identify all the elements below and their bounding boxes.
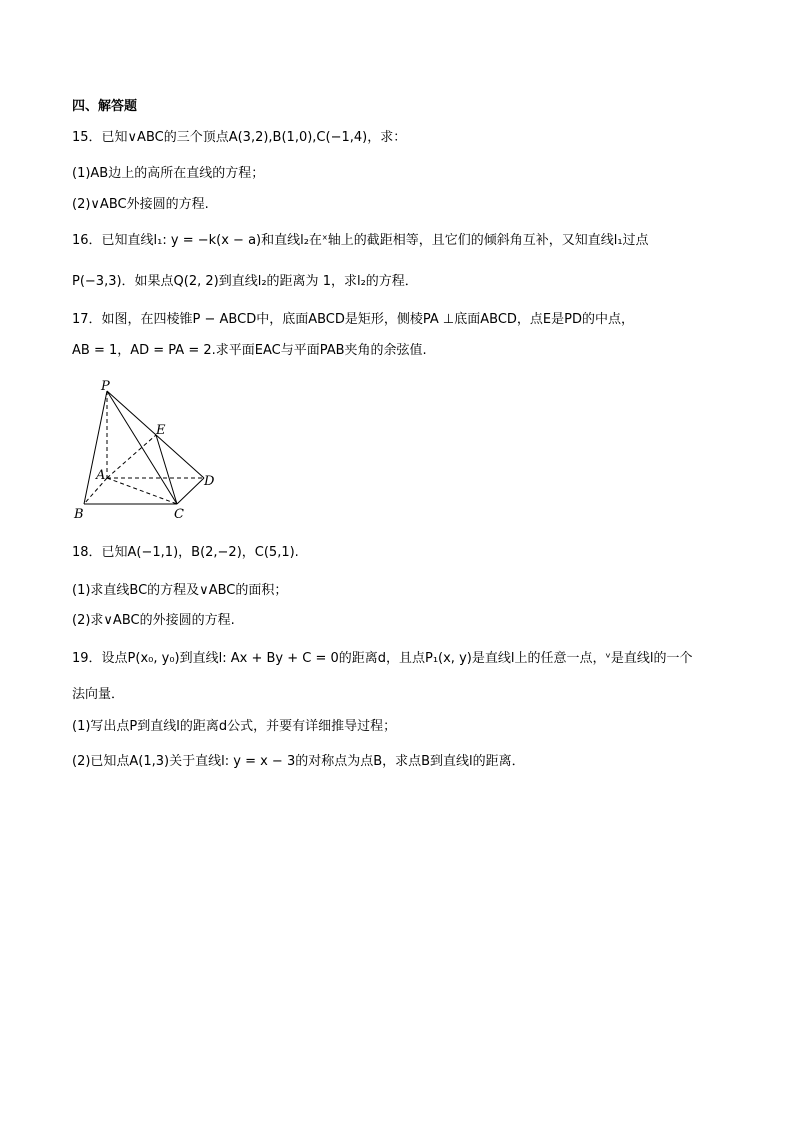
edge-PC bbox=[107, 391, 177, 504]
edge-AE bbox=[107, 435, 156, 478]
edge-PB bbox=[84, 391, 107, 504]
pyramid-figure bbox=[70, 378, 220, 523]
label-E: E bbox=[156, 423, 166, 438]
q18-stem: 18．已知A(−1,1)，B(2,−2)，C(5,1). bbox=[72, 545, 299, 560]
label-D: D bbox=[204, 474, 215, 489]
label-C: C bbox=[174, 507, 184, 522]
q15-part2: (2)∨ABC外接圆的方程. bbox=[72, 197, 209, 212]
edge-CD bbox=[177, 478, 204, 504]
q18-part1: (1)求直线BC的方程及∨ABC的面积； bbox=[72, 583, 288, 598]
q16-line2: P(−3,3)．如果点Q(2, 2)到直线l₂的距离为 1，求l₂的方程． bbox=[72, 274, 418, 289]
label-A: A bbox=[96, 468, 106, 483]
q17-line2: AB = 1，AD = PA = 2.求平面EAC与平面PAB夹角的余弦值. bbox=[72, 343, 427, 358]
label-B: B bbox=[74, 507, 84, 522]
q16-line1: 16．已知直线l₁: y = −k(x − a)和直线l₂在ˣ轴上的截距相等，且它们的倾斜角互补，又知直线l₁过点 bbox=[72, 233, 649, 248]
q15-part1: (1)AB边上的高所在直线的方程； bbox=[72, 166, 265, 181]
edge-AC bbox=[107, 478, 177, 504]
label-P: P bbox=[101, 379, 110, 394]
q19-line2: 法向量． bbox=[72, 687, 125, 702]
edge-EC bbox=[156, 435, 177, 504]
q19-part2: (2)已知点A(1,3)关于直线l: y = x − 3的对称点为点B，求点B到直线l的距离． bbox=[72, 754, 525, 769]
q17-line1: 17．如图，在四棱锥P − ABCD中，底面ABCD是矩形，侧棱PA ⊥底面ABCD，点E是PD的中点， bbox=[72, 312, 634, 327]
q18-part2: (2)求∨ABC的外接圆的方程. bbox=[72, 613, 235, 628]
q19-line1: 19．设点P(x₀, y₀)到直线l: Ax + By + C = 0的距离d，且点P₁(x, y)是直线l上的任意一点，ᵛ是直线l的一个 bbox=[72, 651, 693, 666]
q15-stem: 15．已知∨ABC的三个顶点A(3,2),B(1,0),C(−1,4)，求： bbox=[72, 130, 407, 145]
section-title: 四、解答题 bbox=[72, 99, 138, 114]
pyramid-diagram bbox=[70, 378, 220, 523]
q19-part1: (1)写出点P到直线l的距离d公式，并要有详细推导过程； bbox=[72, 719, 397, 734]
